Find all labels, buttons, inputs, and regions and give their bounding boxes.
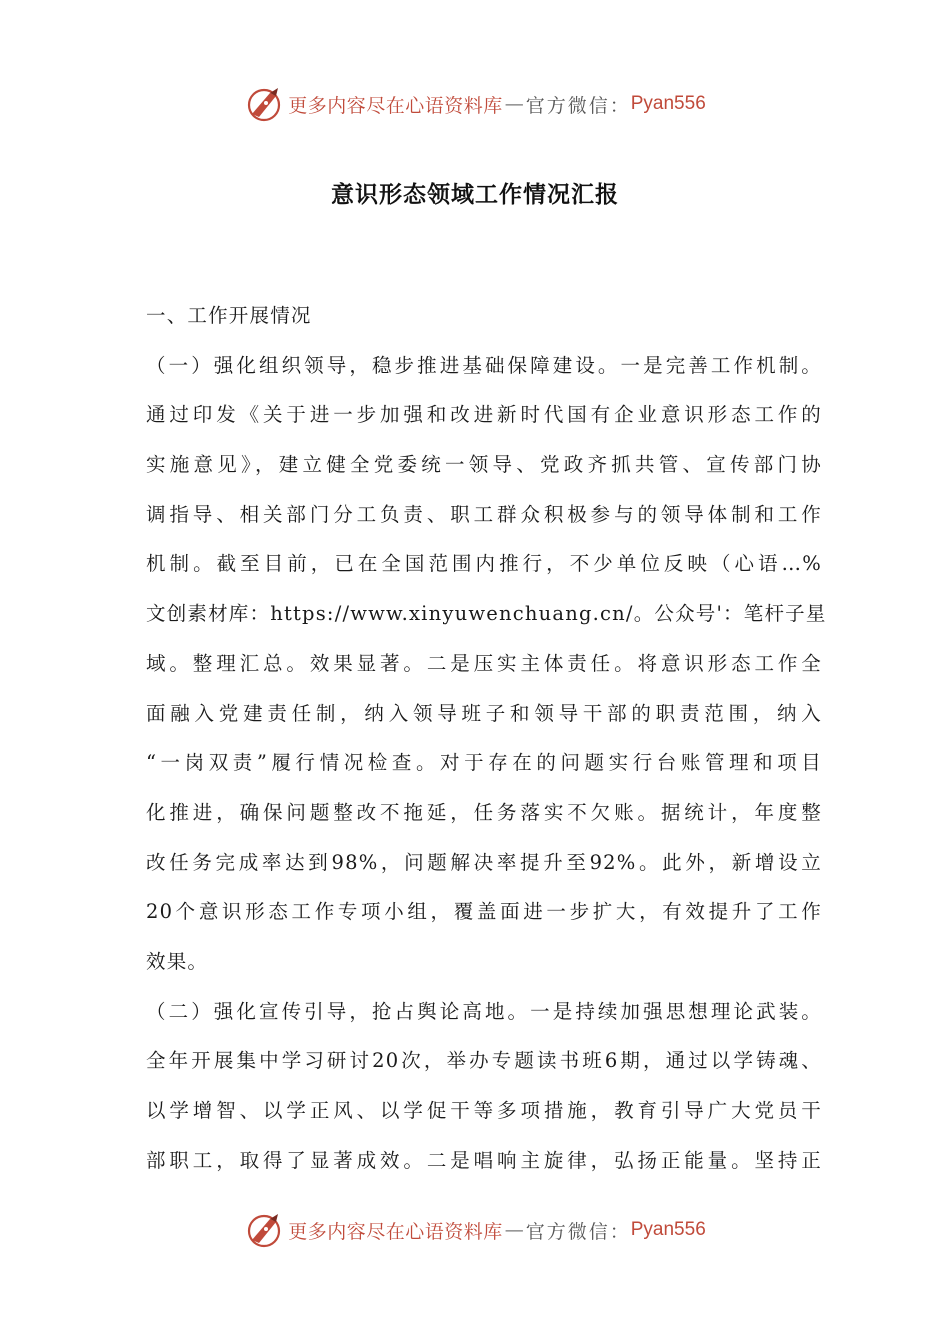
watermark-label: 官方微信： bbox=[525, 1220, 631, 1243]
body-line: 实施意见》，建立健全党委统一领导、党政齐抓共管、宣传部门协 bbox=[146, 453, 822, 477]
body-line: 全年开展集中学习研讨20次，举办专题读书班6期，通过以学铸魂、 bbox=[146, 1049, 822, 1073]
body-line: 效果。 bbox=[146, 949, 209, 973]
watermark-wechat-id: Pyan556 bbox=[630, 93, 706, 114]
body-line: 调指导、相关部门分工负责、职工群众积极参与的领导体制和工作 bbox=[146, 502, 822, 526]
watermark-text: 更多内容尽在心语资料库 bbox=[288, 94, 503, 117]
watermark-banner-top bbox=[0, 82, 950, 126]
watermark-label: 官方微信： bbox=[525, 94, 631, 117]
pen-nib-icon bbox=[244, 84, 284, 124]
body-line: “一岗双责”履行情况检查。对于存在的问题实行台账管理和项目 bbox=[146, 751, 822, 775]
watermark-separator: — bbox=[504, 1219, 524, 1241]
watermark-text: 更多内容尽在心语资料库 bbox=[288, 1220, 503, 1243]
body-line: 化推进，确保问题整改不拖延，任务落实不欠账。据统计，年度整 bbox=[146, 800, 822, 824]
watermark-separator: — bbox=[504, 93, 524, 115]
watermark-wechat-id: Pyan556 bbox=[630, 1219, 706, 1240]
pen-nib-icon bbox=[244, 1210, 284, 1250]
body-line: 通过印发《关于进一步加强和改进新时代国有企业意识形态工作的 bbox=[146, 403, 822, 427]
document-body bbox=[146, 291, 827, 1185]
body-line: （二）强化宣传引导，抢占舆论高地。一是持续加强思想理论武装。 bbox=[146, 999, 822, 1023]
body-line: 20个意识形态工作专项小组，覆盖面进一步扩大，有效提升了工作 bbox=[146, 900, 822, 924]
body-line: 文创素材库：https://www.xinyuwenchuang.cn/。公众号'：笔杆子星 bbox=[146, 602, 827, 626]
body-line: 改任务完成率达到98%，问题解决率提升至92%。此外，新增设立 bbox=[146, 850, 822, 874]
section-heading: 一、工作开展情况 bbox=[146, 304, 312, 327]
body-line: 以学增智、以学正风、以学促干等多项措施，教育引导广大党员干 bbox=[146, 1099, 822, 1122]
body-line: （一）强化组织领导，稳步推进基础保障建设。一是完善工作机制。 bbox=[146, 353, 822, 377]
body-line: 部职工，取得了显著成效。二是唱响主旋律，弘扬正能量。坚持正 bbox=[146, 1148, 822, 1172]
watermark-banner-bottom bbox=[0, 1208, 950, 1252]
body-line: 域。整理汇总。效果显著。二是压实主体责任。将意识形态工作全 bbox=[146, 651, 822, 675]
body-line: 机制。截至目前，已在全国范围内推行，不少单位反映（心语…% bbox=[146, 552, 822, 576]
body-line: 面融入党建责任制，纳入领导班子和领导干部的职责范围，纳入 bbox=[146, 701, 822, 725]
document-title: 意识形态领域工作情况汇报 bbox=[331, 181, 619, 208]
